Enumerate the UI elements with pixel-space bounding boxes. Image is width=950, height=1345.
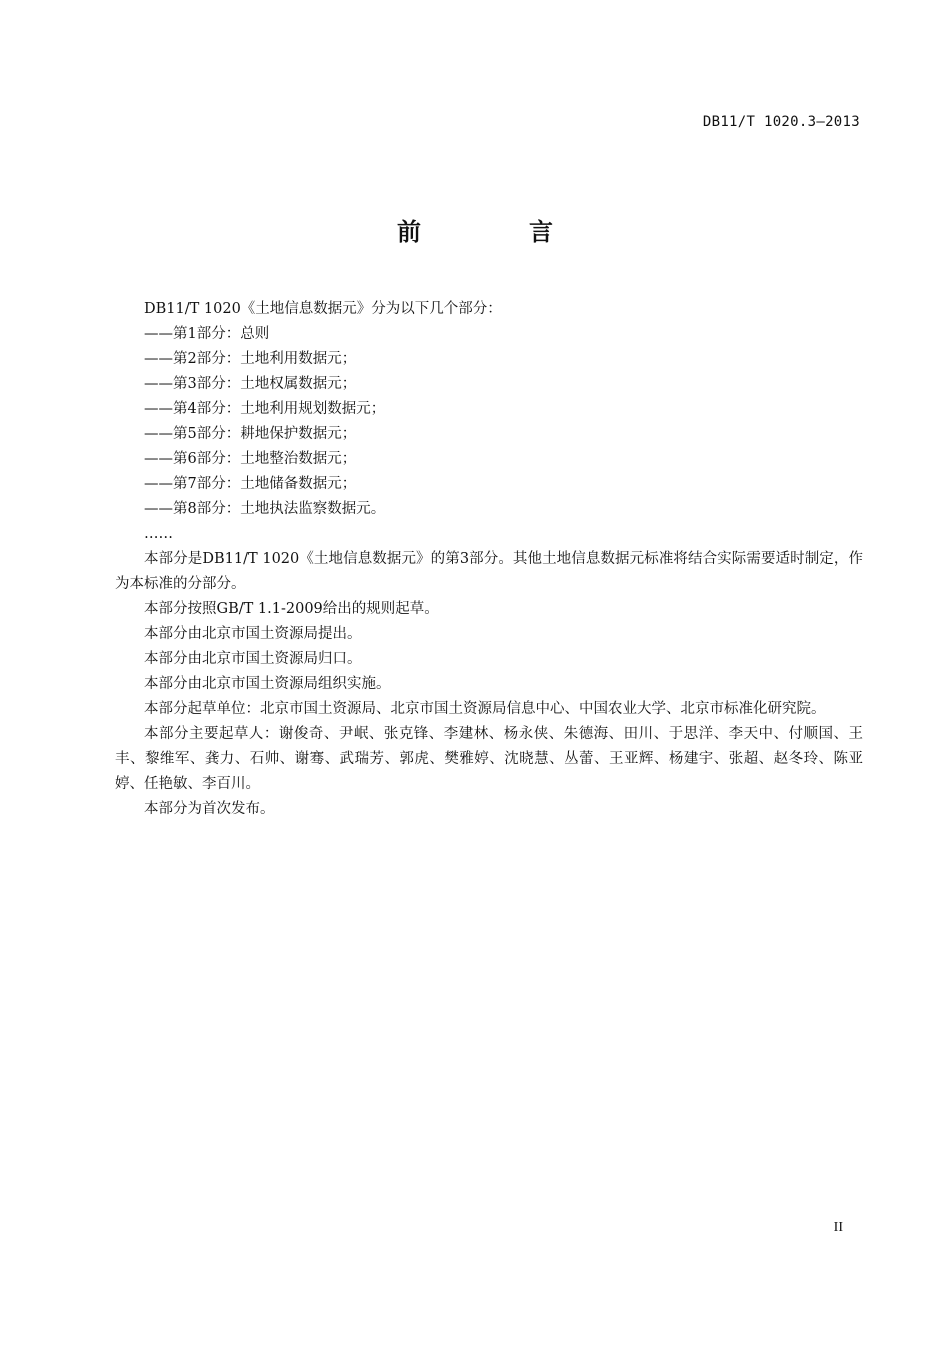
intro-paragraph: DB11/T 1020《土地信息数据元》分为以下几个部分： [144, 301, 502, 317]
list-item: ——第4部分：土地利用规划数据元； [144, 401, 386, 417]
paragraph: 本部分为首次发布。 [144, 801, 275, 817]
paragraph: 本部分由北京市国土资源局提出。 [144, 626, 362, 642]
list-item: ——第1部分：总则 [144, 326, 270, 342]
list-item: ——第6部分：土地整治数据元； [144, 451, 357, 467]
paragraph: 本部分起草单位：北京市国土资源局、北京市国土资源局信息中心、中国农业大学、北京市标准化研究院。 [144, 701, 826, 717]
list-item: ——第2部分：土地利用数据元； [144, 351, 357, 367]
ellipsis: …… [144, 526, 173, 542]
list-item: ——第5部分：耕地保护数据元； [144, 426, 357, 442]
list-item: ——第8部分：土地执法监察数据元。 [144, 501, 386, 517]
paragraph: 本部分由北京市国土资源局组织实施。 [144, 676, 391, 692]
page-number: II [833, 1220, 843, 1235]
paragraph: 本部分是DB11/T 1020《土地信息数据元》的第3部分。其他土地信息数据元标准将结合实际需要适时制定，作为本标准的分部分。 [115, 551, 863, 592]
page-title: 前言 [397, 218, 661, 246]
document-code: DB11/T 1020.3—2013 [702, 114, 860, 130]
foreword-body [115, 297, 863, 822]
list-item: ——第7部分：土地储备数据元； [144, 476, 357, 492]
paragraph: 本部分按照GB/T 1.1-2009给出的规则起草。 [144, 601, 439, 617]
parts-list [115, 322, 863, 522]
list-item: ——第3部分：土地权属数据元； [144, 376, 357, 392]
paragraph: 本部分由北京市国土资源局归口。 [144, 651, 362, 667]
paragraph: 本部分主要起草人：谢俊奇、尹岷、张克锋、李建林、杨永侠、朱德海、田川、于思洋、李天中、付顺国、王丰、黎维军、龚力、石帅、谢骞、武瑞芳、郭虎、樊雅婷、沈晓慧、丛蕾、王亚辉、杨建宇、张超、赵冬玲、陈亚婷、任艳敏、李百川。 [115, 726, 863, 792]
